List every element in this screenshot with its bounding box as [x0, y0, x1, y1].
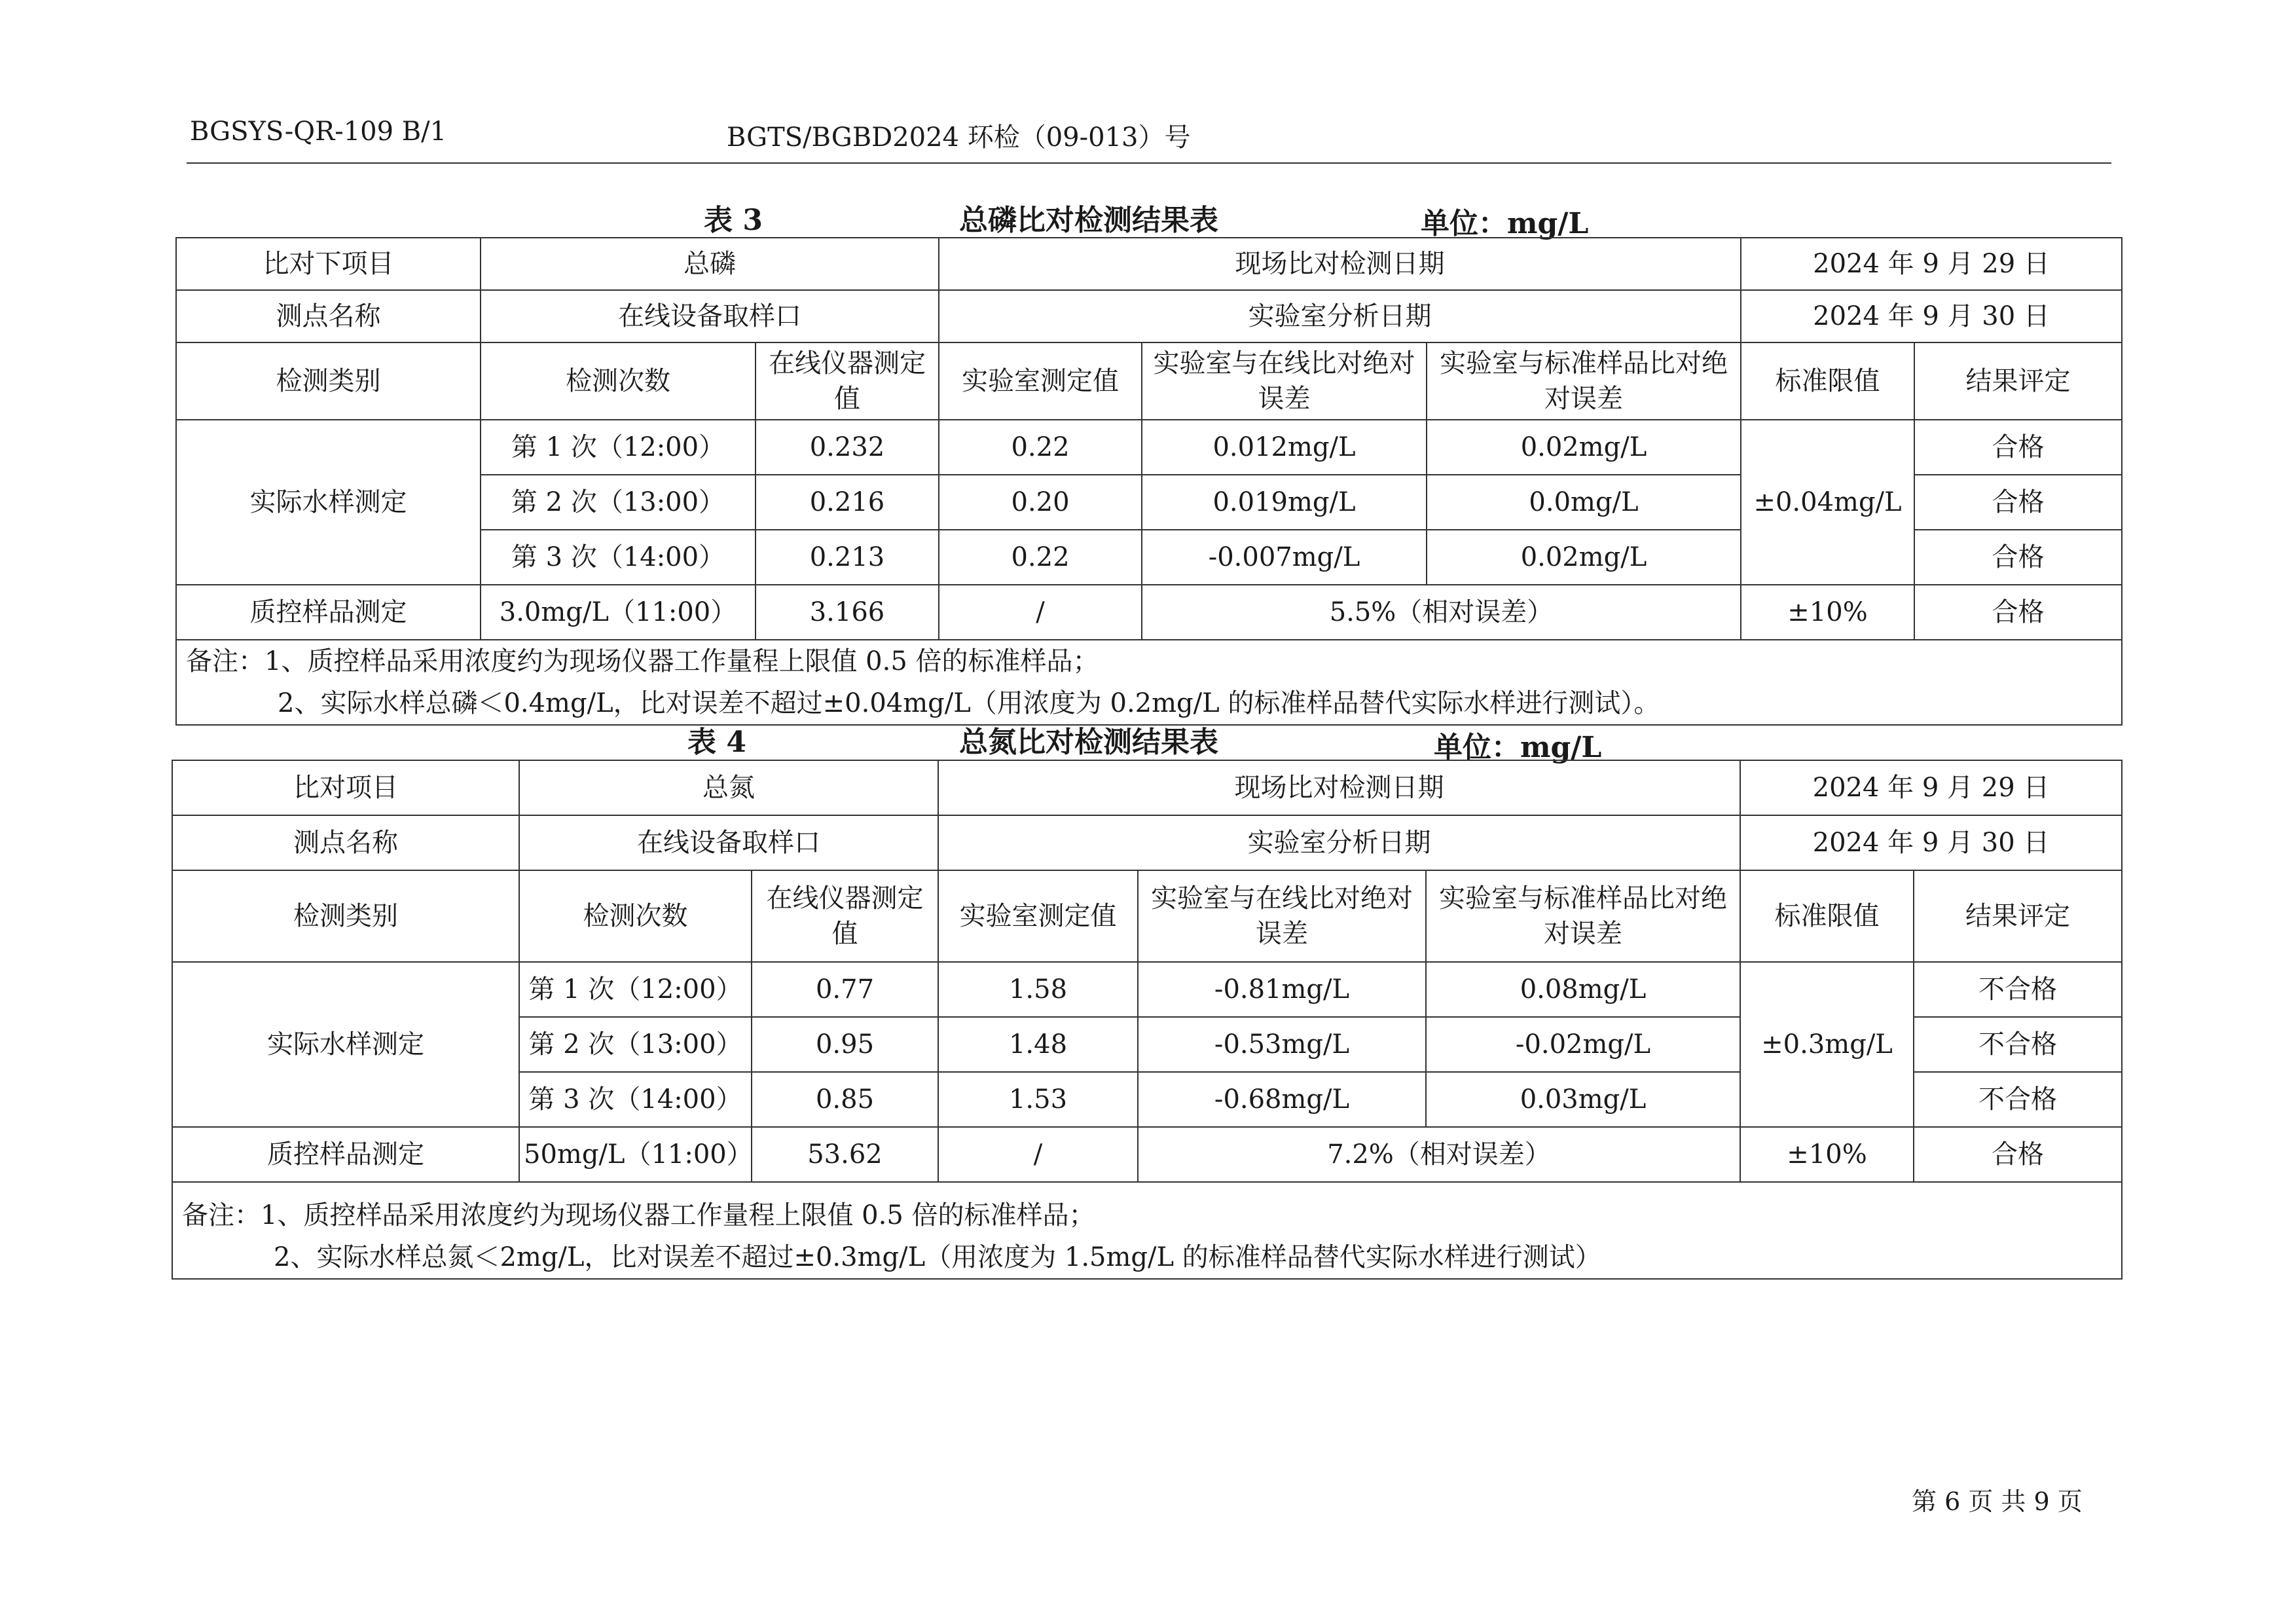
- table3-qc-row: [176, 585, 2122, 640]
- result: 合格: [1914, 530, 2122, 585]
- result: 合格: [1914, 420, 2122, 475]
- table3-item-label: 比对下项目: [176, 238, 481, 290]
- lab-value: 1.53: [938, 1072, 1138, 1127]
- table4-lab-date-label: 实验室分析日期: [938, 815, 1740, 870]
- sample-time: 第 3 次（14:00）: [519, 1072, 752, 1127]
- table4-header: 实验室与在线比对绝对误差: [1138, 870, 1426, 962]
- result: 不合格: [1914, 1017, 2122, 1072]
- table-row: [172, 962, 2122, 1017]
- sample-time: 第 3 次（14:00）: [481, 530, 756, 585]
- table3-header-row: [176, 342, 2122, 420]
- table3-item-value: 总磷: [481, 238, 939, 290]
- std-abs-error: 0.08mg/L: [1426, 962, 1740, 1017]
- sample-time: 第 2 次（13:00）: [519, 1017, 752, 1072]
- table3-field-date: 2024 年 9 月 29 日: [1741, 238, 2122, 290]
- online-abs-error: -0.007mg/L: [1142, 530, 1427, 585]
- table4-header: 结果评定: [1914, 870, 2122, 962]
- table3-sample-limit: ±0.04mg/L: [1741, 420, 1914, 585]
- std-abs-error: 0.0mg/L: [1427, 475, 1741, 530]
- qc-lab-value: /: [938, 1127, 1138, 1182]
- online-value: 0.216: [756, 475, 939, 530]
- table3-header: 检测次数: [481, 342, 756, 420]
- note-line: 2、实际水样总氮＜2mg/L，比对误差不超过±0.3mg/L（用浓度为 1.5mg/L 的标准样品替代实际水样进行测试）: [274, 1242, 1601, 1272]
- lab-value: 1.58: [938, 962, 1138, 1017]
- table3-header: 结果评定: [1914, 342, 2122, 420]
- table4-header: 在线仪器测定值: [752, 870, 938, 962]
- online-abs-error: -0.68mg/L: [1138, 1072, 1426, 1127]
- result: 合格: [1914, 475, 2122, 530]
- std-abs-error: 0.02mg/L: [1427, 420, 1741, 475]
- table3-notes: [176, 640, 2122, 725]
- table3-header: 实验室测定值: [939, 342, 1142, 420]
- table4-point-value: 在线设备取样口: [519, 815, 938, 870]
- page-number: 第 6 页 共 9 页: [1912, 1487, 2083, 1516]
- qc-category: 质控样品测定: [176, 585, 481, 640]
- qc-relative-error: 5.5%（相对误差）: [1142, 585, 1741, 640]
- table4-row-item: [172, 760, 2122, 815]
- table3-number: 表 3: [704, 204, 763, 237]
- table3-unit: 单位：mg/L: [1421, 207, 1589, 240]
- online-abs-error: 0.012mg/L: [1142, 420, 1427, 475]
- table3-row-point: [176, 290, 2122, 342]
- table3-header: 标准限值: [1741, 342, 1914, 420]
- qc-relative-error: 7.2%（相对误差）: [1138, 1127, 1740, 1182]
- qc-limit: ±10%: [1740, 1127, 1914, 1182]
- table4: [172, 760, 2123, 1280]
- table4-field-date: 2024 年 9 月 29 日: [1740, 760, 2122, 815]
- table3: [175, 237, 2123, 726]
- note-line: 备注：1、质控样品采用浓度约为现场仪器工作量程上限值 0.5 倍的标准样品；: [182, 1200, 1095, 1230]
- qc-category: 质控样品测定: [172, 1127, 519, 1182]
- document-code: BGSYS-QR-109 B/1: [190, 117, 447, 147]
- qc-concentration: 50mg/L（11:00）: [519, 1127, 752, 1182]
- sample-time: 第 1 次（12:00）: [481, 420, 756, 475]
- table3-lab-date-label: 实验室分析日期: [939, 290, 1741, 342]
- table4-unit: 单位：mg/L: [1434, 731, 1602, 764]
- qc-online-value: 3.166: [756, 585, 939, 640]
- std-abs-error: -0.02mg/L: [1426, 1017, 1740, 1072]
- online-value: 0.95: [752, 1017, 938, 1072]
- table4-notes: [172, 1182, 2122, 1279]
- table4-header: 标准限值: [1740, 870, 1914, 962]
- online-value: 0.213: [756, 530, 939, 585]
- table4-item-value: 总氮: [519, 760, 938, 815]
- qc-result: 合格: [1914, 1127, 2122, 1182]
- table4-sample-category: 实际水样测定: [172, 962, 519, 1127]
- online-abs-error: 0.019mg/L: [1142, 475, 1427, 530]
- lab-value: 1.48: [938, 1017, 1138, 1072]
- table4-notes-row: [172, 1182, 2122, 1279]
- online-abs-error: -0.81mg/L: [1138, 962, 1426, 1017]
- table3-header: 实验室与在线比对绝对误差: [1142, 342, 1427, 420]
- header-divider: [187, 162, 2111, 164]
- table4-header: 实验室与标准样品比对绝对误差: [1426, 870, 1740, 962]
- table4-lab-date: 2024 年 9 月 30 日: [1740, 815, 2122, 870]
- std-abs-error: 0.03mg/L: [1426, 1072, 1740, 1127]
- table3-point-value: 在线设备取样口: [481, 290, 939, 342]
- result: 不合格: [1914, 1072, 2122, 1127]
- online-value: 0.77: [752, 962, 938, 1017]
- qc-online-value: 53.62: [752, 1127, 938, 1182]
- table4-title: 总氮比对检测结果表: [959, 726, 1218, 759]
- result: 不合格: [1914, 962, 2122, 1017]
- qc-limit: ±10%: [1741, 585, 1914, 640]
- table4-number: 表 4: [687, 726, 746, 759]
- table3-field-date-label: 现场比对检测日期: [939, 238, 1741, 290]
- table4-field-date-label: 现场比对检测日期: [938, 760, 1740, 815]
- table4-qc-row: [172, 1127, 2122, 1182]
- table4-header: 检测次数: [519, 870, 752, 962]
- table-row: [176, 420, 2122, 475]
- table3-header: 检测类别: [176, 342, 481, 420]
- lab-value: 0.22: [939, 530, 1142, 585]
- qc-result: 合格: [1914, 585, 2122, 640]
- table3-title: 总磷比对检测结果表: [959, 204, 1218, 237]
- sample-time: 第 2 次（13:00）: [481, 475, 756, 530]
- table4-item-label: 比对项目: [172, 760, 519, 815]
- table3-row-item: [176, 238, 2122, 290]
- note-line: 备注：1、质控样品采用浓度约为现场仪器工作量程上限值 0.5 倍的标准样品；: [186, 646, 1099, 676]
- table4-header-row: [172, 870, 2122, 962]
- lab-value: 0.20: [939, 475, 1142, 530]
- online-value: 0.232: [756, 420, 939, 475]
- report-number: BGTS/BGBD2024 环检（09-013）号: [727, 122, 1191, 153]
- table3-point-label: 测点名称: [176, 290, 481, 342]
- lab-value: 0.22: [939, 420, 1142, 475]
- table3-notes-row: [176, 640, 2122, 725]
- table4-row-point: [172, 815, 2122, 870]
- table4-sample-limit: ±0.3mg/L: [1740, 962, 1914, 1127]
- table3-lab-date: 2024 年 9 月 30 日: [1741, 290, 2122, 342]
- sample-time: 第 1 次（12:00）: [519, 962, 752, 1017]
- note-line: 2、实际水样总磷＜0.4mg/L，比对误差不超过±0.04mg/L（用浓度为 0.2mg/L 的标准样品替代实际水样进行测试）。: [278, 688, 1660, 718]
- qc-lab-value: /: [939, 585, 1142, 640]
- qc-concentration: 3.0mg/L（11:00）: [481, 585, 756, 640]
- std-abs-error: 0.02mg/L: [1427, 530, 1741, 585]
- table4-header: 实验室测定值: [938, 870, 1138, 962]
- table4-point-label: 测点名称: [172, 815, 519, 870]
- online-value: 0.85: [752, 1072, 938, 1127]
- table4-header: 检测类别: [172, 870, 519, 962]
- table3-header: 实验室与标准样品比对绝对误差: [1427, 342, 1741, 420]
- online-abs-error: -0.53mg/L: [1138, 1017, 1426, 1072]
- table3-header: 在线仪器测定值: [756, 342, 939, 420]
- table3-sample-category: 实际水样测定: [176, 420, 481, 585]
